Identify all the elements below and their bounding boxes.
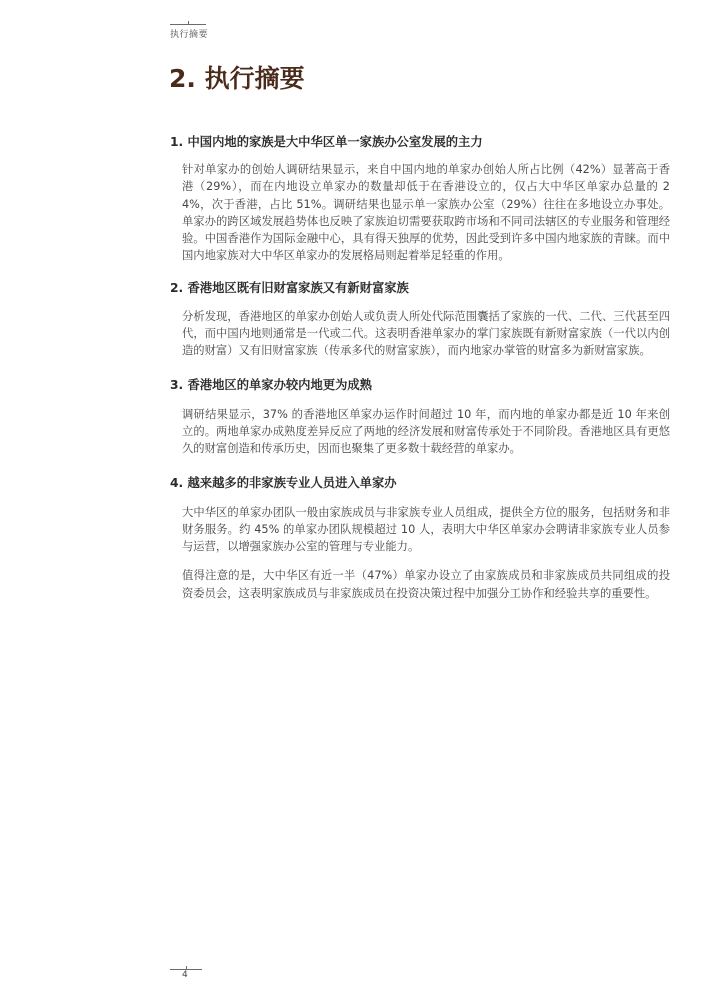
header-rule: [170, 24, 206, 25]
section-heading: 4. 越来越多的非家族专业人员进入单家办: [170, 475, 397, 490]
section-paragraph: 大中华区的单家办团队一般由家族成员与非家族专业人员组成，提供全方位的服务，包括财务和非财务服务。约 45% 的单家办团队规模超过 10 人，表明大中华区单家办会聘请非家族专业人员参与运营，以增强家族办公室的管理与专业能力。: [182, 505, 670, 554]
section-non-family-professionals: [170, 474, 670, 602]
section-heading: 3. 香港地区的单家办较内地更为成熟: [170, 377, 372, 392]
section-paragraph: 调研结果显示，37% 的香港地区单家办运作时间超过 10 年，而内地的单家办都是近 10 年来创立的。两地单家办成熟度差异反应了两地的经济发展和财富传承处于不同阶段。香港地区具有更悠久的财富创造和传承历史，因而也聚集了更多数十载经营的单家办。: [182, 407, 670, 456]
section-hong-kong-wealth: [170, 279, 670, 360]
section-heading: 1. 中国内地的家族是大中华区单一家族办公室发展的主力: [170, 135, 483, 149]
section-mainland-families: [170, 133, 670, 265]
section-paragraph: 值得注意的是，大中华区有近一半（47%）单家办设立了由家族成员和非家族成员共同组成的投资委员会，这表明家族成员与非家族成员在投资决策过程中加强分工协作和经验共享的重要性。: [182, 569, 670, 600]
running-header: 执行摘要: [170, 30, 209, 40]
section-paragraph: 分析发现，香港地区的单家办创始人或负责人所处代际范围囊括了家族的一代、二代、三代甚至四代，而中国内地则通常是一代或二代。这表明香港单家办的掌门家族既有新财富家族（一代以内创造的财富）又有旧财富家族（传承多代的财富家族），而内地家办掌管的财富多为新财富家族。: [182, 309, 670, 358]
page-number: 4: [182, 970, 188, 980]
section-maturity: [170, 376, 670, 458]
page-title: 2. 执行摘要: [169, 64, 305, 93]
section-paragraph: 针对单家办的创始人调研结果显示，来自中国内地的单家办创始人所占比例（42%）显著高于香港（29%），而在内地设立单家办的数量却低于在香港设立的，仅占大中华区单家办总量的 24%，次于香港，占比 51%。调研结果也显示单一家族办公室（29%）往往在多地设立办事处。单家办的跨区域发展趋势体也反映了家族迫切需要获取跨市场和不同司法辖区的专业服务和管理经验。中国香港作为国际金融中心，具有得天独厚的优势，因此受到许多中国内地家族的青睐。而中国内地家族对大中华区单家办的发展格局则起着举足轻重的作用。: [182, 163, 670, 263]
section-heading: 2. 香港地区既有旧财富家族又有新财富家族: [170, 280, 409, 295]
summary-body: [170, 133, 670, 602]
